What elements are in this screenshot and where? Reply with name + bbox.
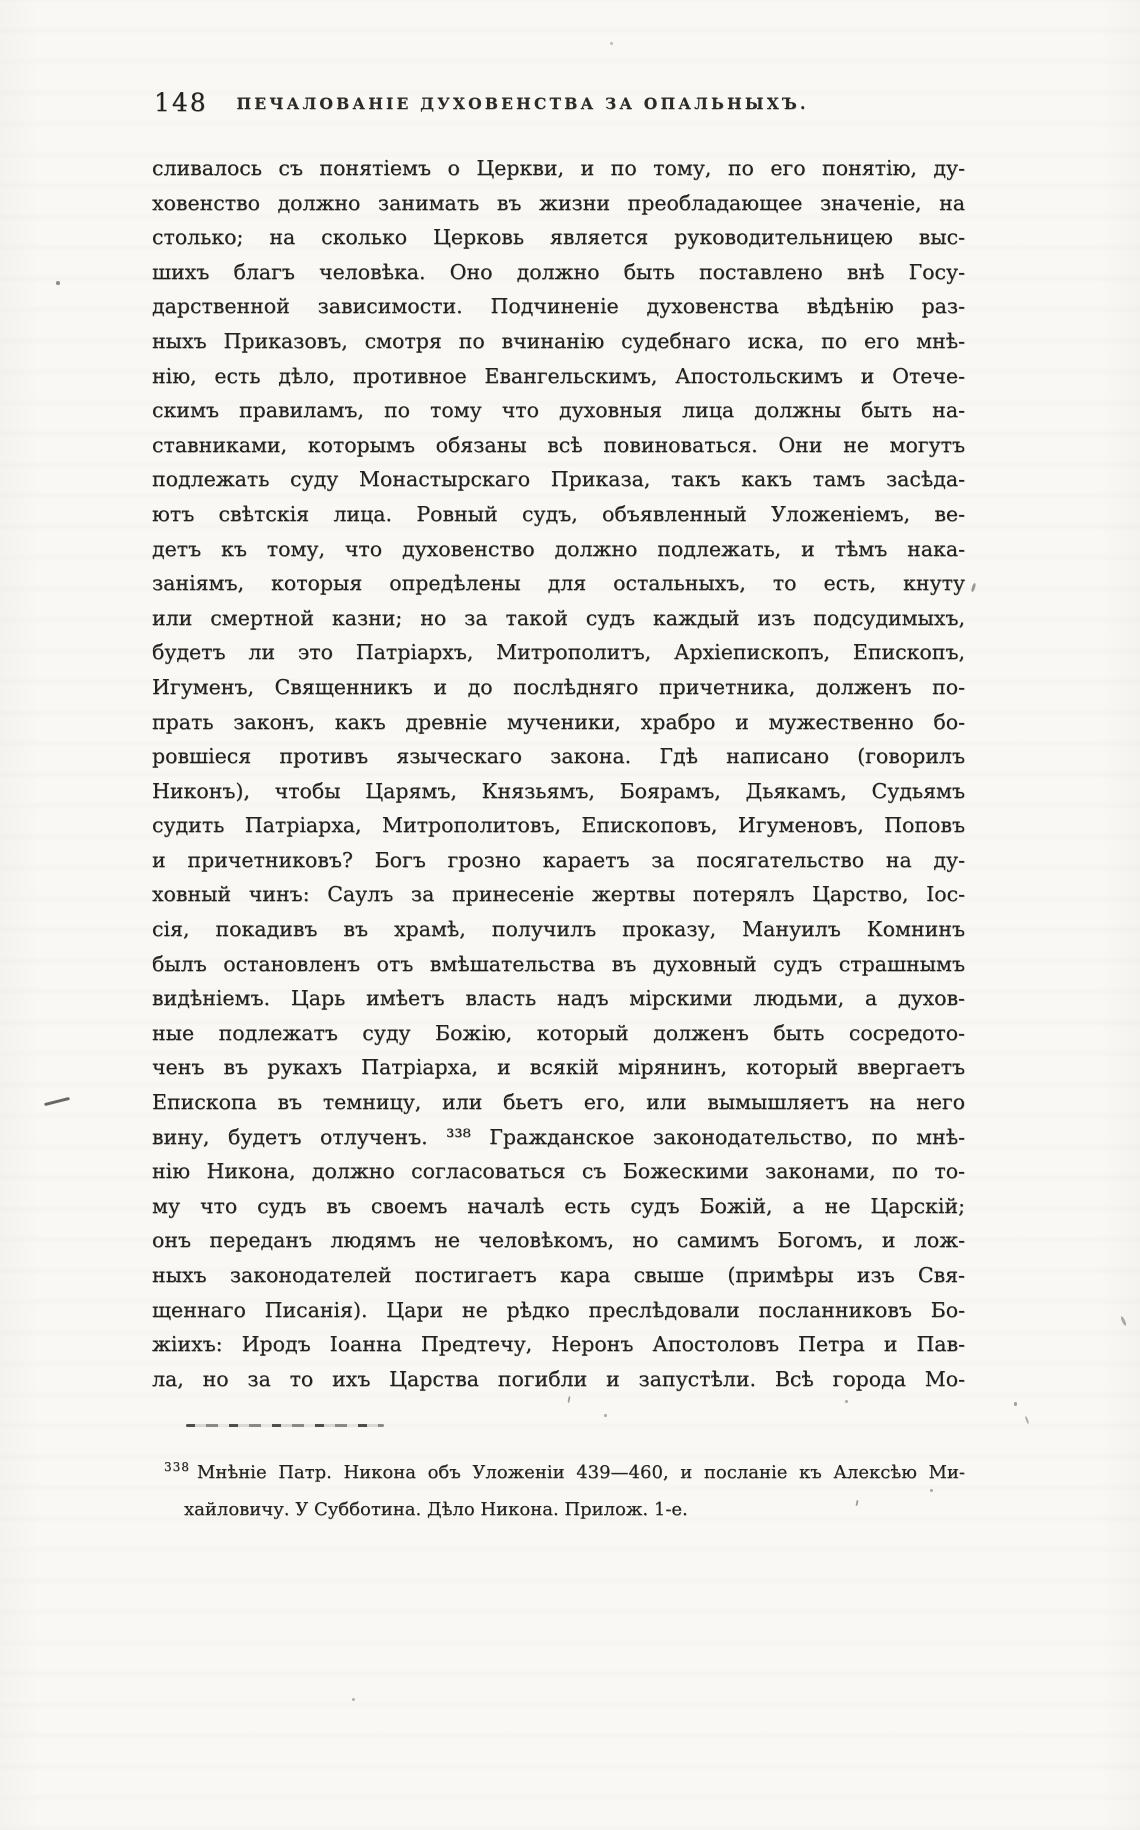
text-line: ныхъ Приказовъ, смотря по вчинанію судебнаго иска, по его мнѣ- [152,328,965,353]
text-line: Игуменъ, Священникъ и до послѣдняго причетника, долженъ по- [152,674,965,699]
ink-speck [971,583,977,592]
pencil-dash-mark [44,1097,70,1106]
text-line: ла, но за то ихъ Царства погибли и запустѣли. Всѣ города Мо- [152,1366,965,1391]
body-text [152,151,965,1396]
ink-speck [604,1414,607,1417]
page-header [152,88,965,134]
footnote-separator-rule [186,1424,384,1427]
text-line: заніямъ, которыя опредѣлены для остальныхъ, то есть, кнуту [152,571,965,596]
text-line: сія, покадивъ въ храмѣ, получилъ проказу, Мануилъ Комнинъ [152,917,965,942]
ink-speck [352,1698,355,1701]
text-line: жіихъ: Иродъ Іоанна Предтечу, Неронъ Апостоловъ Петра и Пав- [152,1332,965,1357]
text-line: ховный чинъ: Саулъ за принесеніе жертвы потерялъ Царство, Іос- [152,882,965,907]
text-line: вину, будетъ отлученъ. ³³⁸ Гражданское законодательство, по мнѣ- [152,1124,965,1149]
text-line: ховенство должно занимать въ жизни преобладающее значеніе, на [152,190,965,215]
ink-speck [567,1396,570,1403]
text-line: видѣніемъ. Царь имѣетъ власть надъ мірскими людьми, а духов- [152,986,965,1011]
text-line: дарственной зависимости. Подчиненіе духовенства вѣдѣнію раз- [152,294,965,319]
text-line: сливалось съ понятіемъ о Церкви, и по тому, по его понятію, ду- [152,156,965,180]
text-line: ровшіеся противъ языческаго закона. Гдѣ написано (говорилъ [152,744,965,769]
text-line: Никонъ), чтобы Царямъ, Князьямъ, Боярамъ, Дьякамъ, Судьямъ [152,778,965,803]
footnote-line: хайловичу. У Субботина. Дѣло Никона. Прилож. 1-е. [184,1498,688,1520]
text-line: прать законъ, какъ древніе мученики, храбро и мужественно бо- [152,709,965,734]
text-line: нію Никона, должно согласоваться съ Божескими законами, по то- [152,1159,965,1184]
page-number: 148 [154,88,208,117]
ink-speck [930,1489,933,1492]
ink-speck [1025,1416,1030,1424]
ink-speck [1014,1402,1017,1406]
text-line: столько; на сколько Церковь является руководительницею выс- [152,225,965,250]
text-line: онъ переданъ людямъ не человѣкомъ, но самимъ Богомъ, и лож- [152,1228,965,1253]
footnote-marker: 338 [164,1460,190,1474]
text-line: подлежать суду Монастырскаго Приказа, такъ какъ тамъ засѣда- [152,467,965,492]
text-line: скимъ правиламъ, по тому что духовныя лица должны быть на- [152,398,965,423]
text-line: или смертной казни; но за такой судъ каждый изъ подсудимыхъ, [152,605,965,630]
text-line: нію, есть дѣло, противное Евангельскимъ, Апостольскимъ и Отече- [152,363,965,388]
text-line: будетъ ли это Патріархъ, Митрополитъ, Архіепископъ, Епископъ, [152,640,965,665]
text-line: ютъ свѣтскія лица. Ровный судъ, объявленный Уложеніемъ, ве- [152,501,965,526]
ink-speck [56,281,60,285]
running-title: ПЕЧАЛОВАНІЕ ДУХОВЕНСТВА ЗА ОПАЛЬНЫХЪ. [236,94,809,113]
text-line: Епископа въ темницу, или бьетъ его, или вымышляетъ на него [152,1090,965,1115]
ink-speck [610,42,613,45]
text-line: детъ къ тому, что духовенство должно подлежать, и тѣмъ нака- [152,536,965,561]
text-line: шихъ благъ человѣка. Оно должно быть поставлено внѣ Госу- [152,259,965,284]
footnote [152,1449,965,1528]
text-line: и причетниковъ? Богъ грозно караетъ за посягательство на ду- [152,847,965,872]
text-line: ныхъ законодателей постигаетъ кара свыше (примѣры изъ Свя- [152,1263,965,1287]
text-line: ные подлежатъ суду Божію, который долженъ быть сосредото- [152,1020,965,1045]
footnote-text: Мнѣніе Патр. Никона объ Уложеніи 439—460, и посланіе къ Алексѣю Ми- [196,1462,965,1483]
ink-speck [1120,1316,1127,1326]
text-line: былъ остановленъ отъ вмѣшательства въ духовный судъ страшнымъ [152,951,965,976]
text-line: судить Патріарха, Митрополитовъ, Епископовъ, Игуменовъ, Поповъ [152,813,965,838]
ink-speck [845,1400,848,1403]
text-line: ченъ въ рукахъ Патріарха, и всякій мірянинъ, который ввергаетъ [152,1055,965,1080]
footnote-line [152,1449,965,1492]
text-line: ставниками, которымъ обязаны всѣ повиноваться. Они не могутъ [152,432,965,457]
text-line: щеннаго Писанія). Цари не рѣдко преслѣдовали посланниковъ Бо- [152,1297,965,1322]
text-line: му что судъ въ своемъ началѣ есть судъ Божій, а не Царскій; [152,1193,965,1218]
